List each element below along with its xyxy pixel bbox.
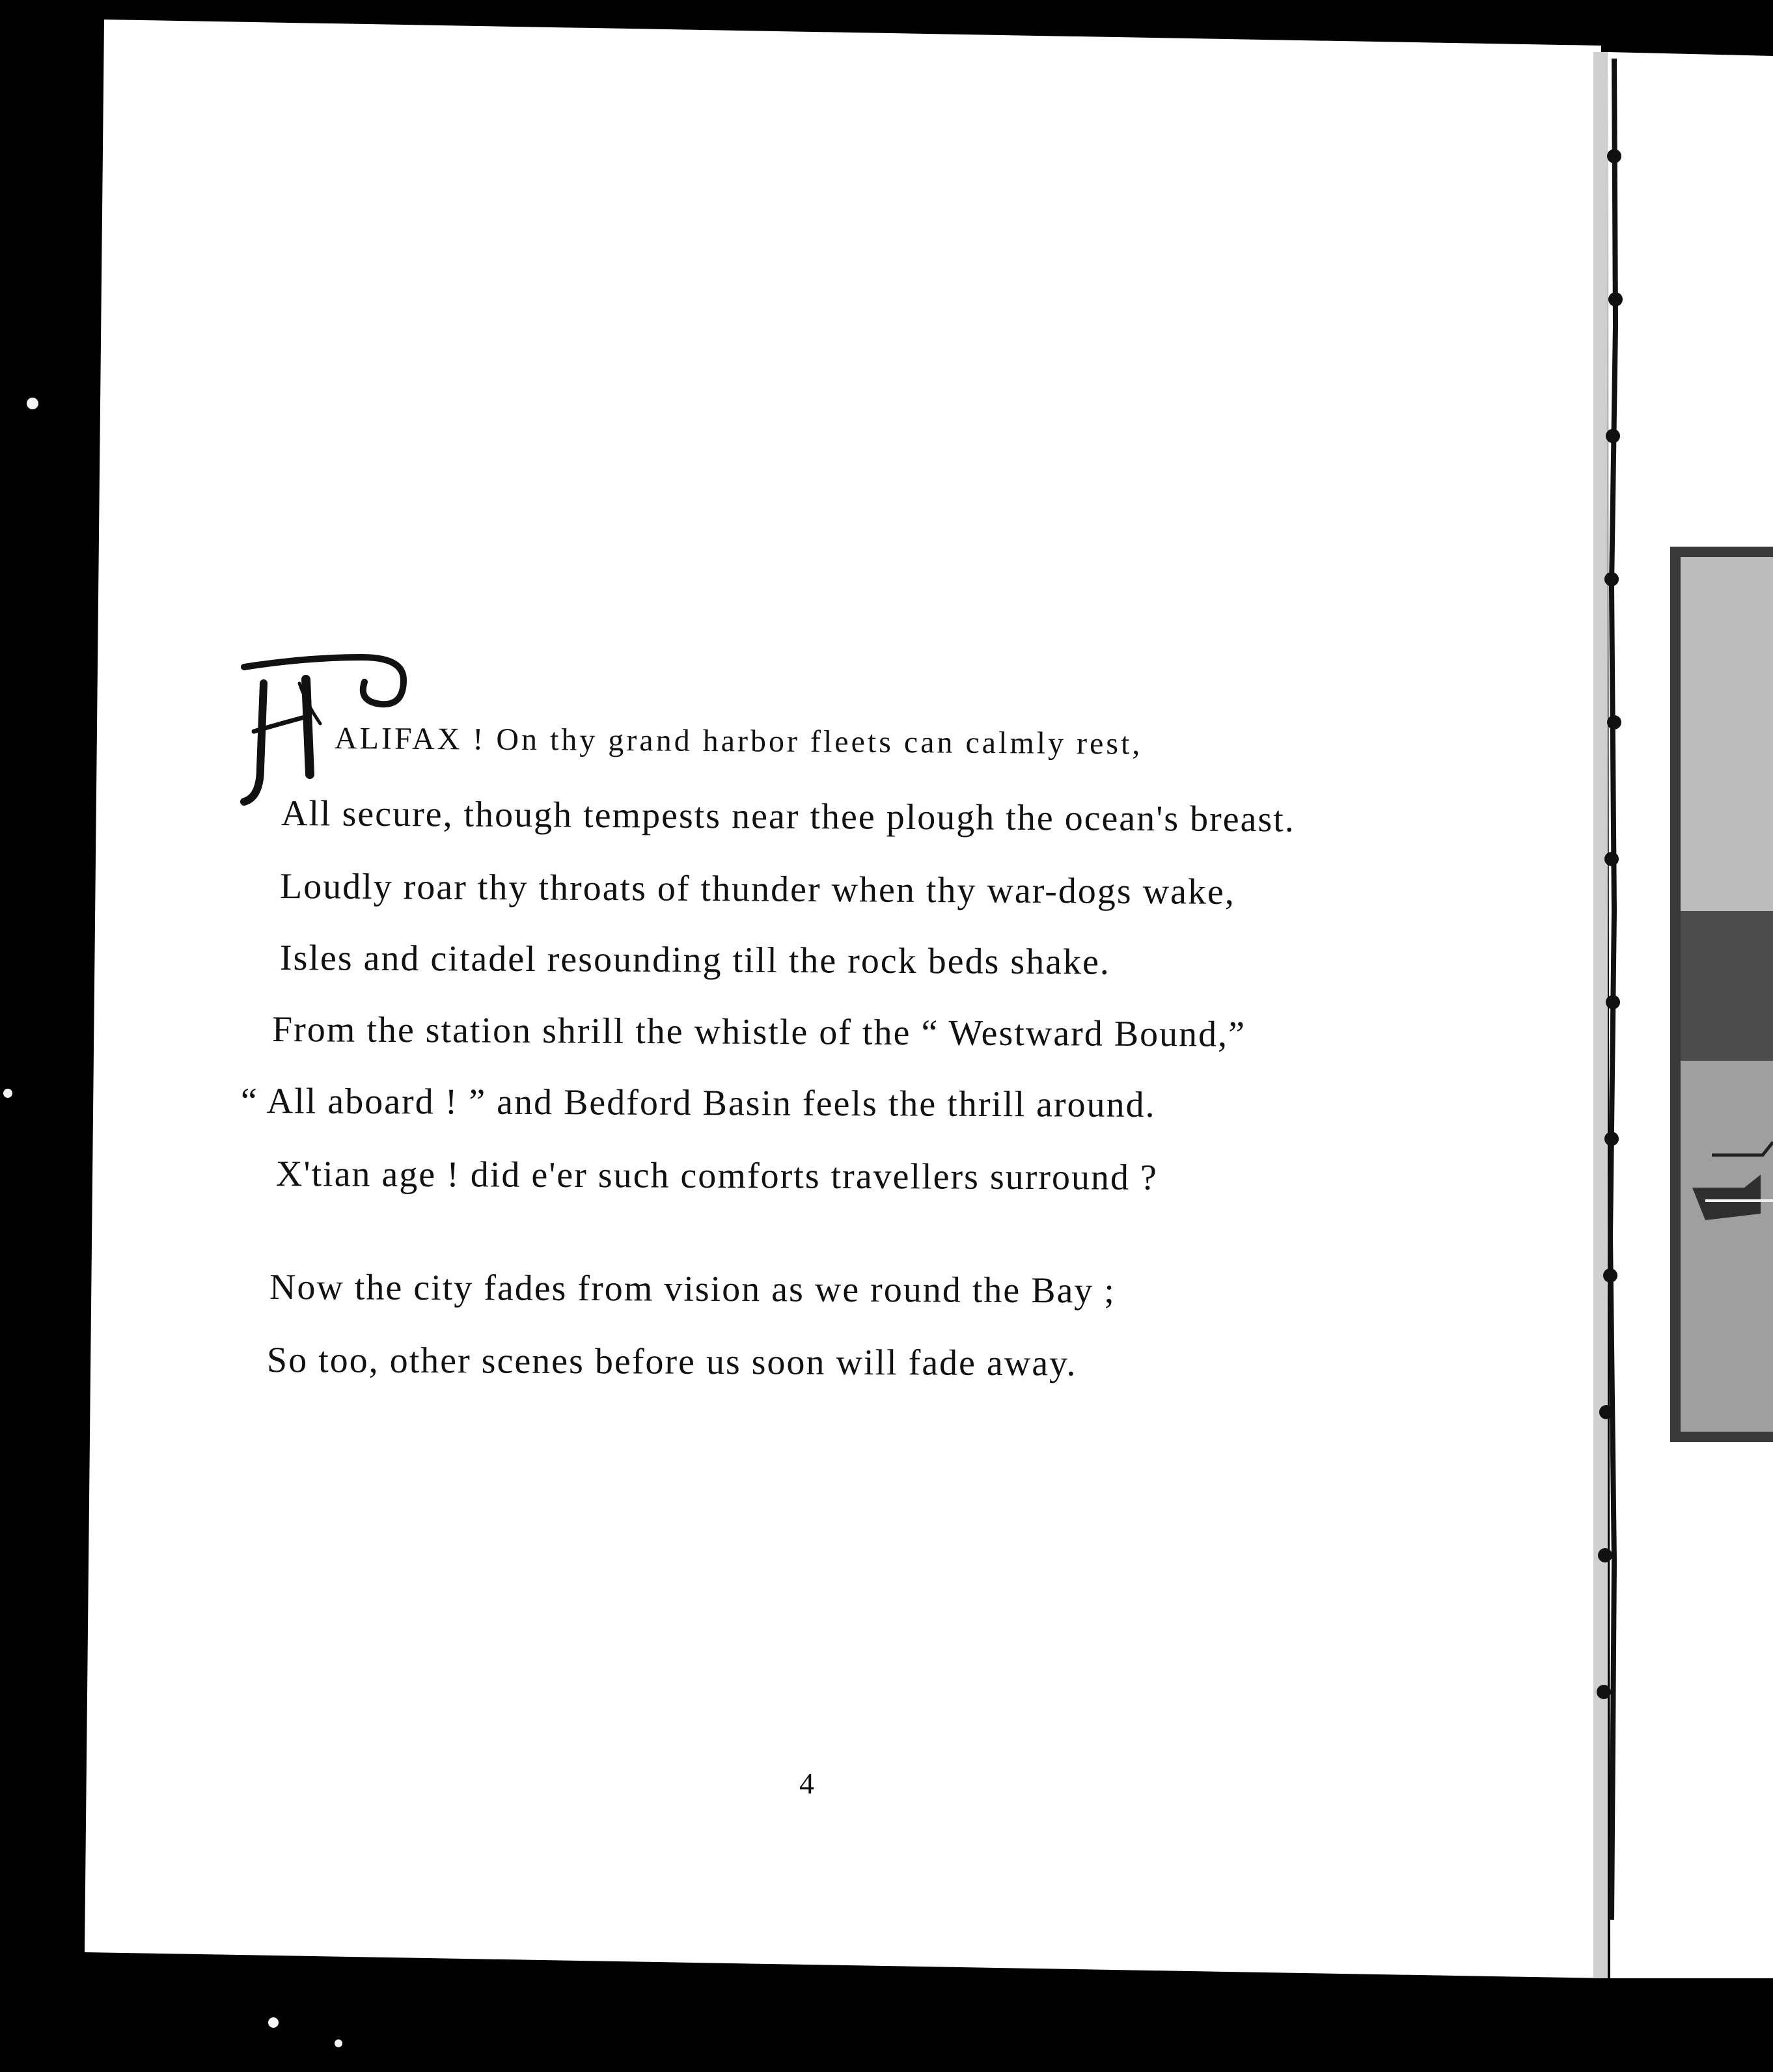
poem-line-7: X'tian age ! did e'er such comforts travellers surround ? <box>275 1154 1158 1198</box>
poem-line-8: Now the city fades from vision as we round the Bay ; <box>269 1267 1116 1311</box>
poem-line-1 <box>335 718 1402 762</box>
poem-line-6: “ All aboard ! ” and Bedford Basin feels the thrill around. <box>240 1081 1156 1126</box>
poem-line-5: From the station shrill the whistle of the “ Westward Bound,” <box>271 1009 1246 1055</box>
poem-line-4: Isles and citadel resounding till the rock beds shake. <box>279 938 1111 983</box>
poem-line-3: Loudly roar thy throats of thunder when thy war-dogs wake, <box>279 866 1236 912</box>
poem-line-2: All secure, though tempests near thee plough the ocean's breast. <box>281 793 1296 840</box>
poem-line-1-text: ALIFAX ! On thy grand harbor fleets can calmly rest, <box>334 721 1143 761</box>
poem-line-9: So too, other scenes before us soon will fade away. <box>266 1340 1077 1384</box>
page-number: 4 <box>799 1767 814 1800</box>
